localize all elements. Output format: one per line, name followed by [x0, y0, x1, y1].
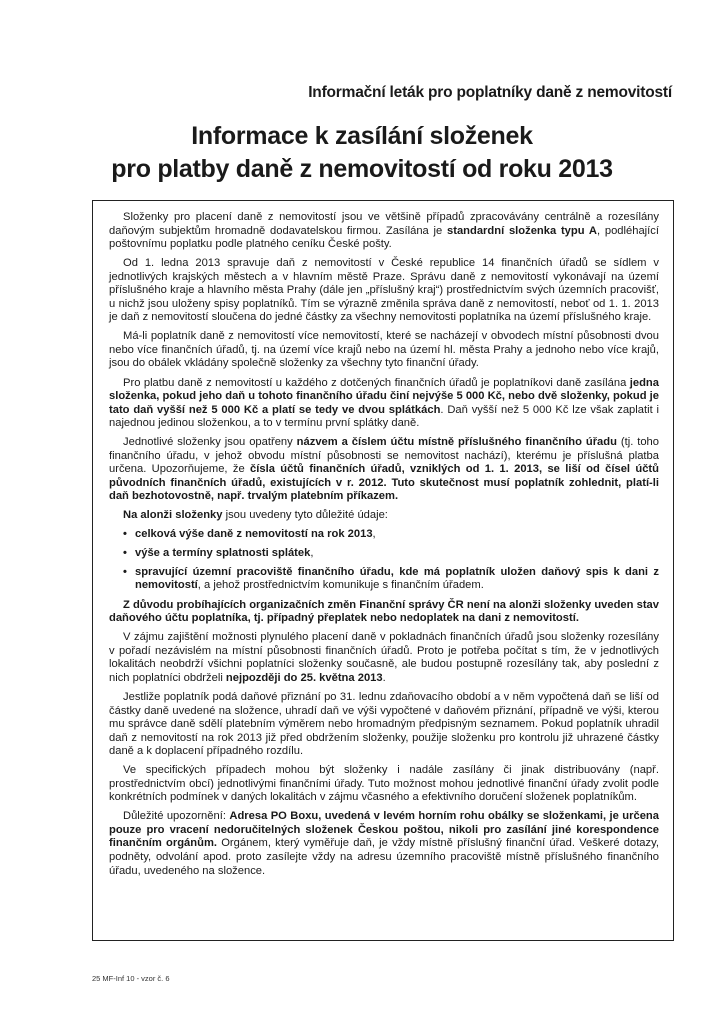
- delivery-deadline: nejpozději do 25. května 2013: [225, 671, 383, 684]
- list-item: • výše a termíny splatnosti splátek,: [135, 547, 659, 561]
- paragraph-5: Jednotlivé složenky jsou opatřeny názvem a číslem účtu místně příslušného finančního úřadu (tj. toho finančního úřadu, v jehož obvodu místní působnosti se nemovitost nachází), kterému je příslušná platba určena. Upozorňujeme, že čísla účtů finančních úřadů, vzniklých od 1. 1. 2013, se liší od čísel účtů původních finančních úřadů, existujících v r. 2012. Tuto skutečnost musí poplatník zohlednit, platí-li daň bezhotovostně, např. trvalým platebním příkazem.: [109, 436, 660, 503]
- account-status-notice: Z důvodu probíhajících organizačních změn Finanční správy ČR není na alonži složenky uveden stav daňového účtu poplatníka, tj. případný přeplatek nebo nedoplatek na dani z nemovitostí.: [109, 598, 659, 625]
- list-item: • celková výše daně z nemovitostí na rok 2013,: [135, 528, 659, 542]
- slip-count-rule: jedna složenka, pokud jeho daň u tohoto finančního úřadu činí nejvýše 5 000 Kč, nebo dvě složenky, pokud je tato daň vyšší než 5 000 Kč a platí se tedy ve dvou splátkách: [109, 376, 659, 416]
- paragraph-2: Od 1. ledna 2013 spravuje daň z nemovitostí v České republice 14 finančních úřadů se sídlem v jednotlivých krajských městech a v hlavním městě Praze. Správu daně z nemovitostí vykonávají na území příslušného kraje a hlavního města Prahy (dále jen „příslušný kraj“) prostřednictvím svých územních pracovišť, u nichž jsou uloženy spisy poplatníků. Tím se výrazně změnila správa daně z nemovitostí, neboť od 1. 1. 2013 je daň z nemovitostí sloučena do jedné částky za všechny nemovitosti poplatníka na území příslušného kraje.: [109, 257, 659, 324]
- title-line-2: pro platby daně z nemovitostí od roku 2013: [111, 155, 613, 183]
- account-change-warning: čísla účtů finančních úřadů, vzniklých od 1. 1. 2013, se liší od čísel účtů původních finančních úřadů, existujících v r. 2012. Tuto skutečnost musí poplatník zohlednit, platí-li daň bezhotovostně, např. trvalým platebním příkazem.: [109, 463, 659, 503]
- paragraph-4: Pro platbu daně z nemovitostí u každého z dotčených finančních úřadů je poplatníkovi daně zasílána jedna složenka, pokud jeho daň u tohoto finančního úřadu činí nejvýše 5 000 Kč, nebo dvě složenky, pokud je tato daň vyšší než 5 000 Kč a platí se tedy ve dvou splátkách. Daň vyšší než 5 000 Kč lze však zaplatit i najednou jedinou složenkou, a to v termínu první splátky daně.: [109, 376, 659, 430]
- paragraph-10: Ve specifických případech mohou být složenky i nadále zasílány či jinak distribuovány (např. prostřednictvím obcí) jednotlivými finančními úřady. Tuto možnost mohou jednotlivé finanční úřady zvolit podle konkrétních podmínek v daných lokalitách v zájmu včasného a efektivního doručení složenek poplatníkům.: [109, 764, 659, 804]
- paragraph-1: Složenky pro placení daně z nemovitostí jsou ve většině případů zpracovávány centrálně a rozesílány daňovým subjektům hromadně dodavatelskou firmou. Zasílána je standardní složenka typu A, podléhající poštovnímu poplatku podle platného ceníku České pošty.: [109, 211, 659, 251]
- paragraph-3: Má-li poplatník daně z nemovitostí více nemovitostí, které se nacházejí v obvodech místní působnosti dvou nebo více finančních úřadů, tj. na území více krajů nebo na území hl. města Prahy a jednoho nebo více krajů, jsou do obálek vkládány společně složenky za všechny tyto finanční úřady.: [109, 330, 659, 370]
- form-code: 25 MF-Inf 10 - vzor č. 6: [92, 974, 170, 983]
- list-item: • spravující územní pracoviště finančního úřadu, kde má poplatník uložen daňový spis k dani z nemovitostí, a jehož prostřednictvím komunikuje s finančním úřadem.: [135, 566, 659, 593]
- standard-slip-type: standardní složenka typu A: [447, 224, 597, 237]
- paragraph-9: Jestliže poplatník podá daňové přiznání po 31. lednu zdaňovacího období a v něm vypočtená daň se liší od částky daně uvedené na složence, uhradí daň ve výši vypočtené v daňovém přiznání, případně ve výši, kterou mu správce daně sdělí platebním výměrem nebo hromadným předpisným seznamem. Pokud poplatník uhradil daň z nemovitostí na rok 2013 již před obdržením složenky, použije složenku pro kontrolu již uhrazené částky daně a k doplacení případného rozdílu.: [109, 690, 659, 758]
- po-box-notice: Adresa PO Boxu, uvedená v levém horním rohu obálky se složenkami, je určena pouze pro vracení nedoručitelných složenek Českou poštou, nikoli pro zasílání jiné korespondence finančním orgánům.: [109, 810, 659, 850]
- alonz-details-list: [109, 528, 659, 592]
- paragraph-8: V zájmu zajištění možnosti plynulého placení daně v pokladnách finančních úřadů jsou složenky rozesílány v pořadí nezávislém na místní působnosti finančních úřadů. Proto je potřeba počítat s tím, že v jednotlivých lokalitách neobdrží všichni poplatníci složenky současně, ale budou postupně rozesílány tak, aby poslední z nich poplatníci obdrželi nejpozději do 25. května 2013.: [109, 631, 659, 684]
- page-title: [0, 120, 724, 186]
- paragraph-6: Na alonži složenky jsou uvedeny tyto důležité údaje:: [123, 509, 388, 522]
- leaflet-subtitle: Informační leták pro poplatníky daně z nemovitostí: [308, 84, 672, 101]
- alonz-label: Na alonži složenky: [123, 509, 223, 522]
- account-name-number: názvem a číslem účtu místně příslušného finančního úřadu: [296, 436, 617, 449]
- paragraph-7: [109, 599, 659, 626]
- paragraph-11: Důležité upozornění: Adresa PO Boxu, uvedená v levém horním rohu obálky se složenkami, je určena pouze pro vracení nedoručitelných složenek Českou poštou, nikoli pro zasílání jiné korespondence finančním orgánům. Orgánem, který vyměřuje daň, je vždy místně příslušný finanční úřad. Veškeré dotazy, podněty, odvolání apod. proto zasílejte vždy na adresu územního pracoviště místně příslušného finančního úřadu, uvedeného na složence.: [109, 810, 659, 877]
- title-line-1: Informace k zasílání složenek: [191, 122, 533, 150]
- information-box: [92, 200, 674, 941]
